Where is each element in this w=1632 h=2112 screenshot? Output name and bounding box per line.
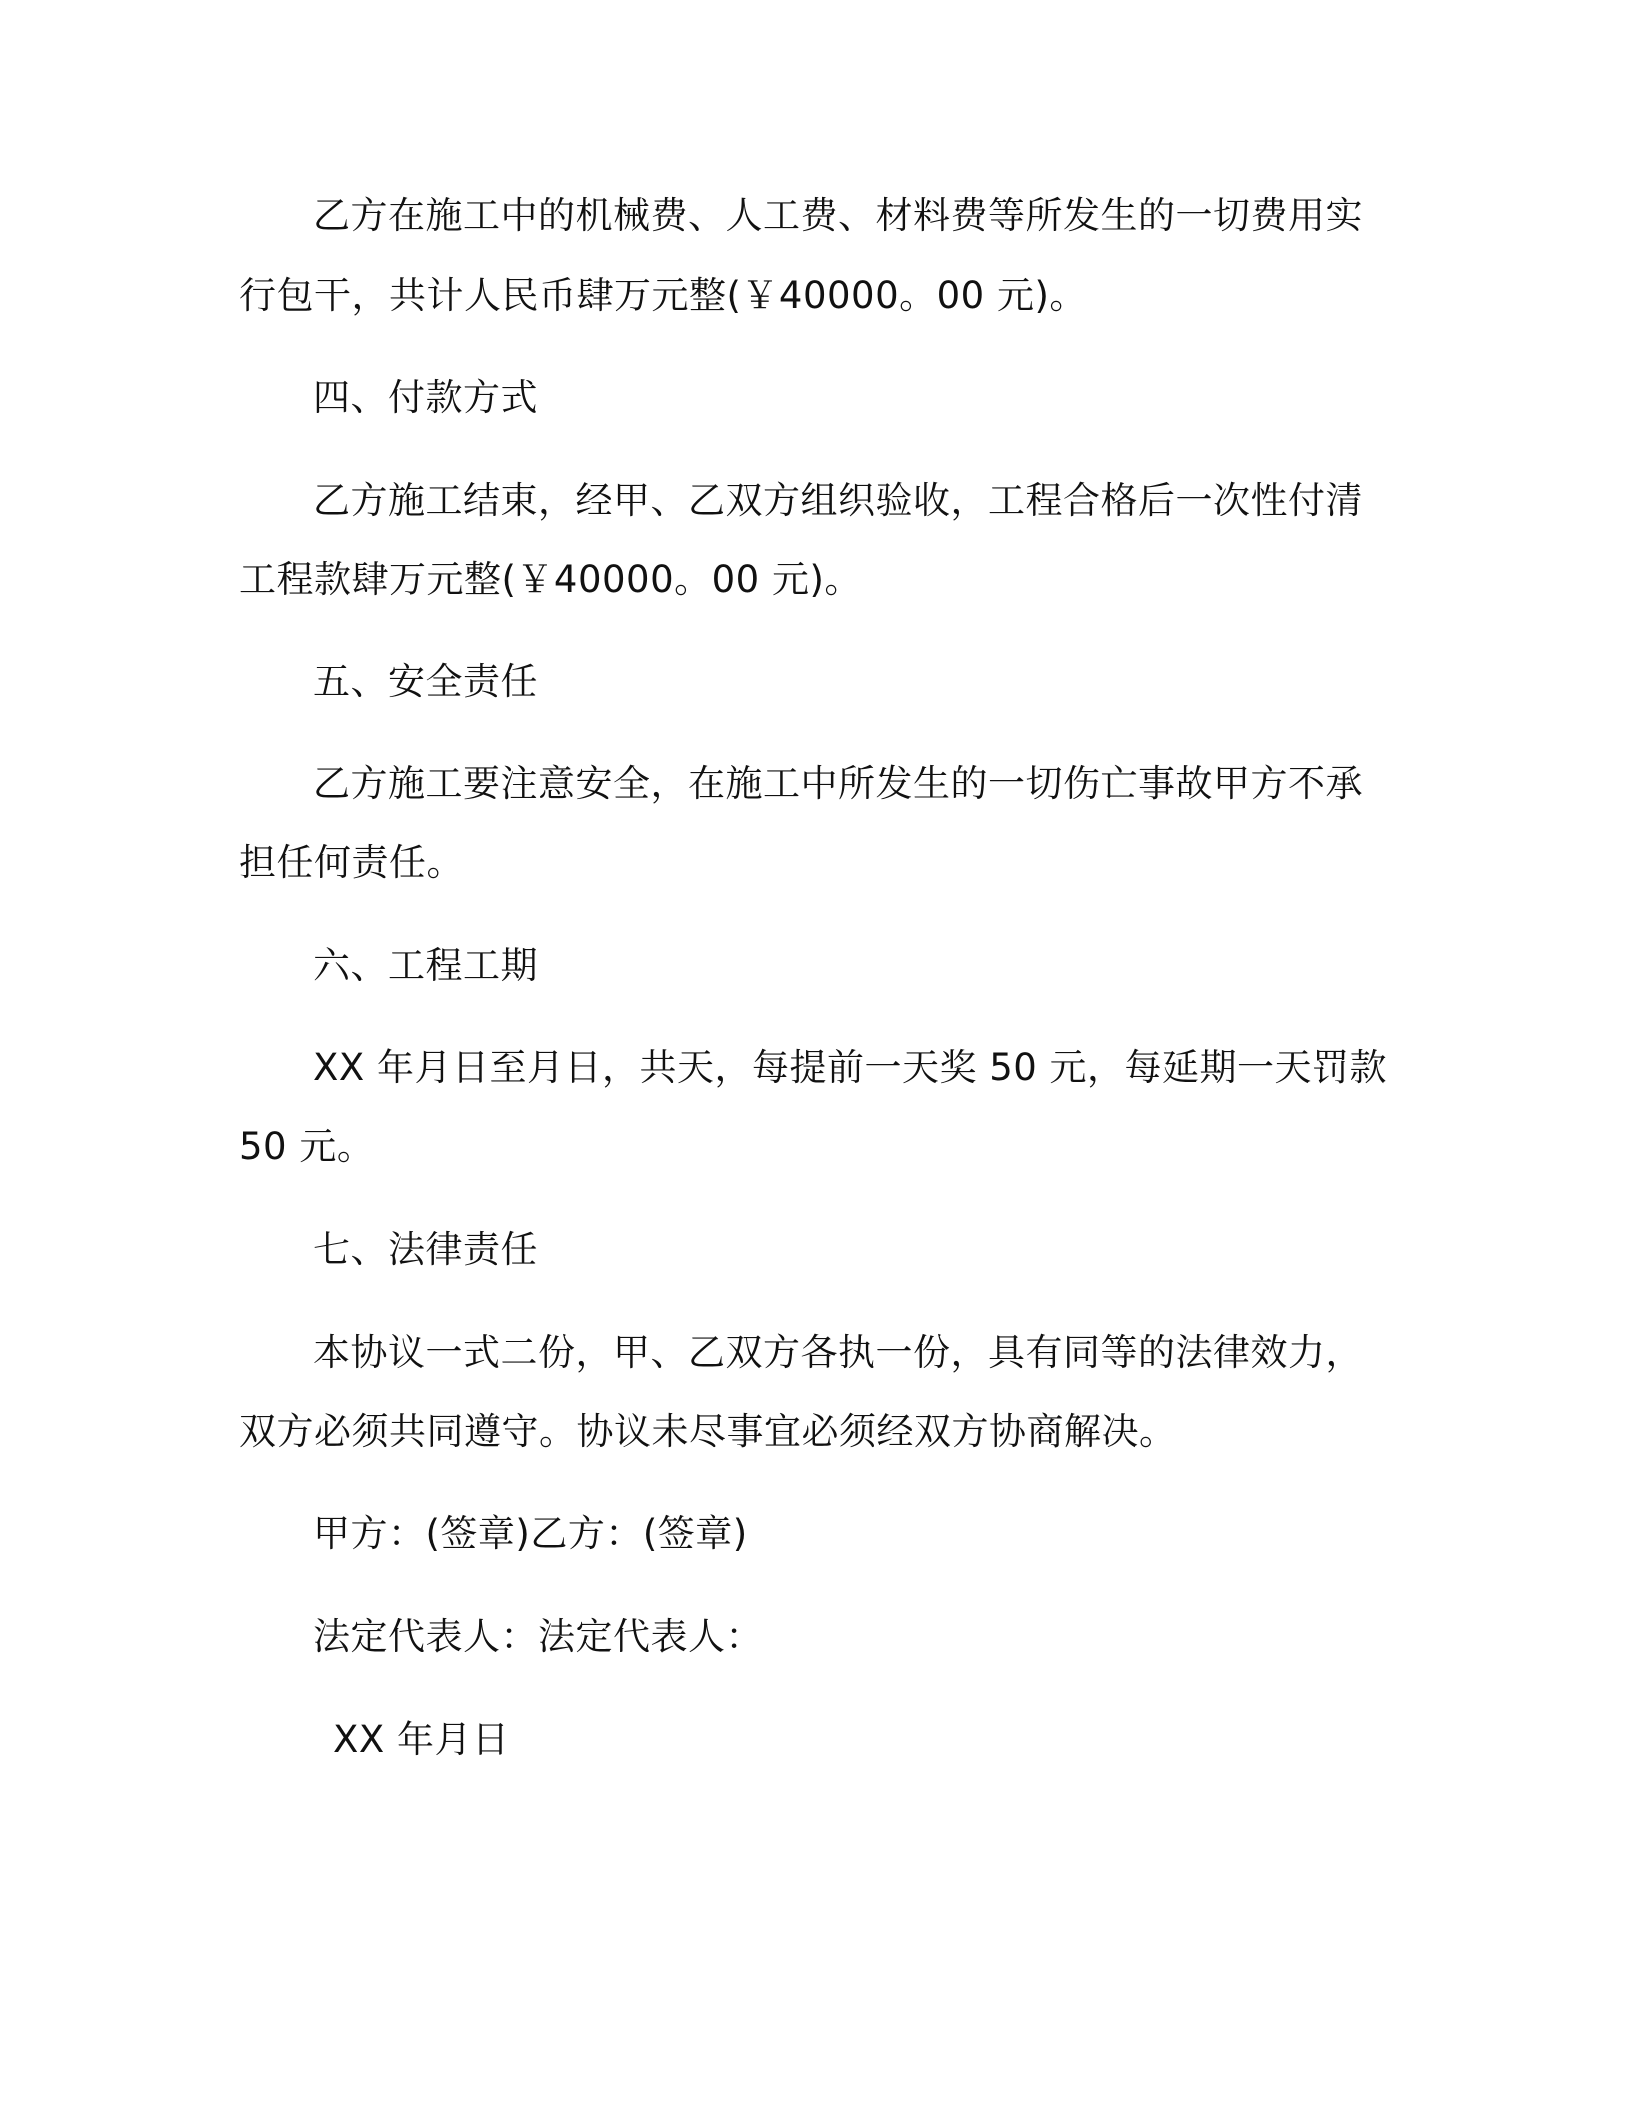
paragraph-safety-line-1: 乙方施工要注意安全，在施工中所发生的一切伤亡事故甲方不承 <box>313 762 1363 805</box>
paragraph-schedule-line-2: 50 元。 <box>239 1125 375 1168</box>
paragraph-legal-line-2: 双方必须共同遵守。协议未尽事宜必须经双方协商解决。 <box>239 1410 1177 1453</box>
paragraph-legal-line-1: 本协议一式二份，甲、乙双方各执一份，具有同等的法律效力， <box>313 1331 1363 1374</box>
section-heading-payment: 四、付款方式 <box>313 376 538 419</box>
section-heading-schedule: 六、工程工期 <box>313 944 538 987</box>
signature-parties: 甲方：(签章)乙方：(签章) <box>313 1512 748 1555</box>
paragraph-payment-line-1: 乙方施工结束，经甲、乙双方组织验收，工程合格后一次性付清 <box>313 479 1363 522</box>
signature-representatives: 法定代表人：法定代表人： <box>313 1615 763 1658</box>
section-heading-safety: 五、安全责任 <box>313 660 538 703</box>
paragraph-cost-line-2: 行包干，共计人民币肆万元整(￥40000。00 元)。 <box>239 274 1087 317</box>
paragraph-cost-line-1: 乙方在施工中的机械费、人工费、材料费等所发生的一切费用实 <box>313 194 1363 237</box>
signature-date: XX 年月日 <box>333 1718 510 1761</box>
section-heading-legal: 七、法律责任 <box>313 1228 538 1271</box>
paragraph-payment-line-2: 工程款肆万元整(￥40000。00 元)。 <box>239 558 862 601</box>
paragraph-safety-line-2: 担任何责任。 <box>239 841 464 884</box>
paragraph-schedule-line-1: XX 年月日至月日，共天，每提前一天奖 50 元，每延期一天罚款 <box>313 1046 1388 1089</box>
